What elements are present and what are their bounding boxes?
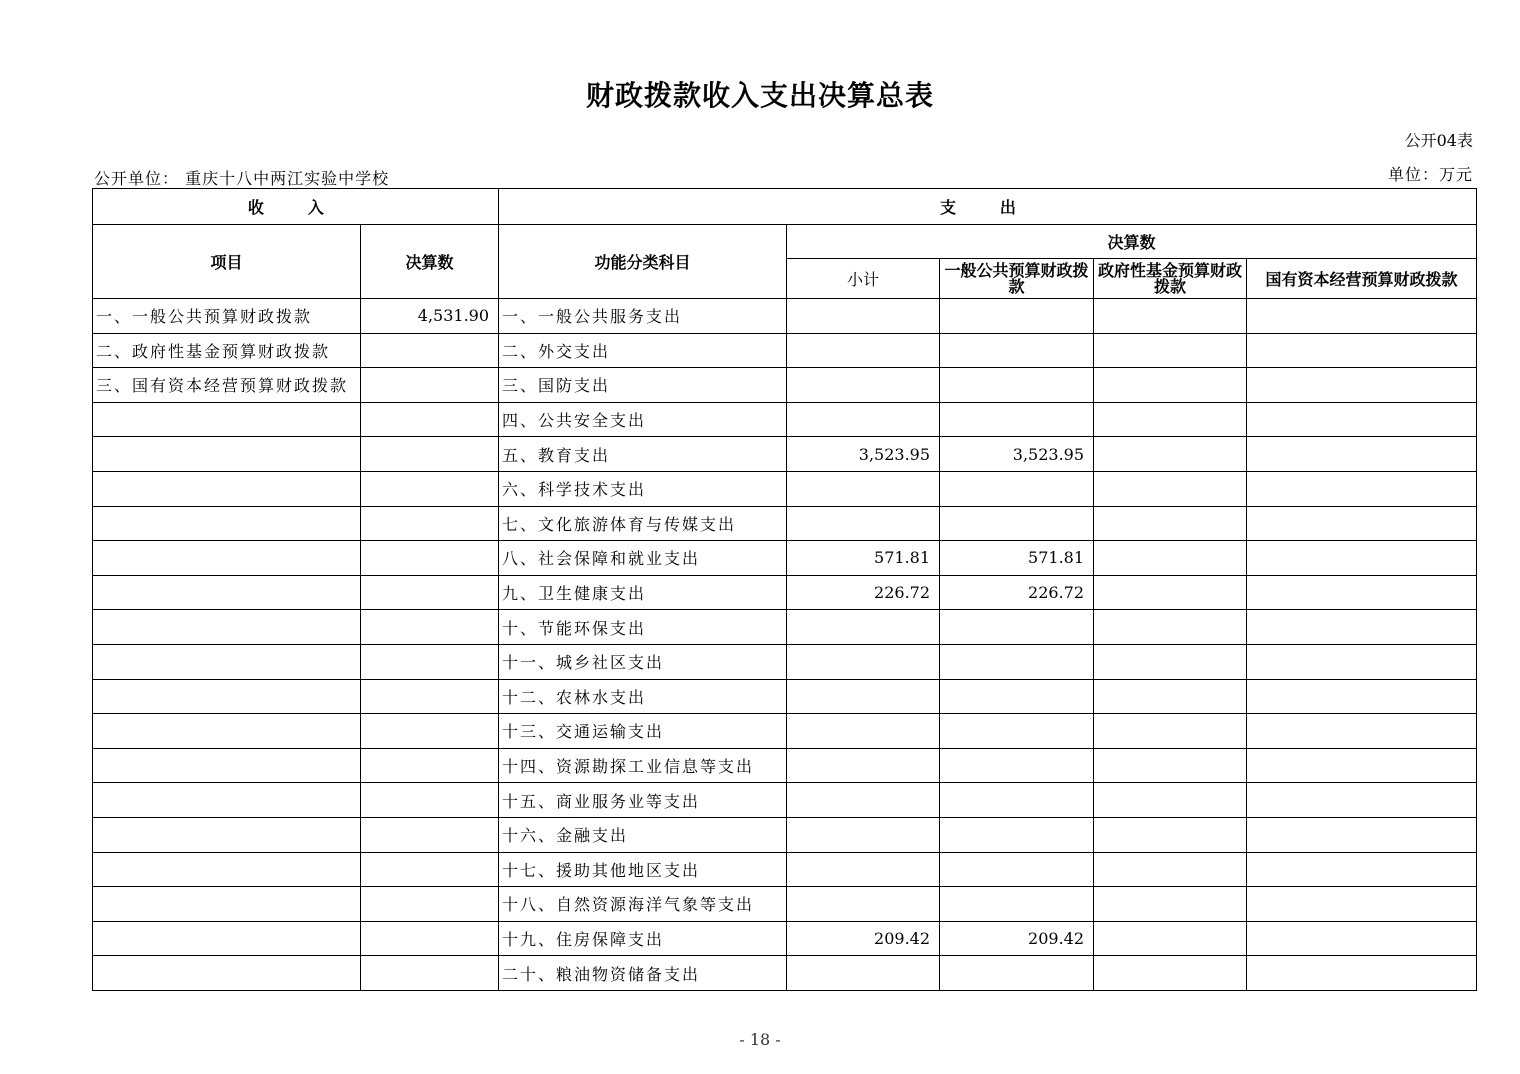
subtotal-cell xyxy=(787,748,940,783)
subtotal-cell xyxy=(787,817,940,852)
table-row xyxy=(93,817,1477,852)
general-budget-cell xyxy=(940,852,1094,887)
income-amount-cell xyxy=(361,644,499,679)
general-budget-cell xyxy=(940,368,1094,403)
income-amount-cell xyxy=(361,402,499,437)
final-accounts-table xyxy=(92,188,1477,991)
state-capital-cell xyxy=(1247,783,1477,818)
income-item-cell xyxy=(93,644,361,679)
state-capital-cell xyxy=(1247,679,1477,714)
general-budget-cell xyxy=(940,299,1094,334)
page-title: 财政拨款收入支出决算总表 xyxy=(585,79,934,112)
state-capital-cell xyxy=(1247,333,1477,368)
state-capital-cell xyxy=(1247,402,1477,437)
general-budget-cell xyxy=(940,887,1094,922)
table-row xyxy=(93,714,1477,749)
general-budget-cell: 226.72 xyxy=(940,575,1094,610)
general-budget-cell xyxy=(940,644,1094,679)
income-item-cell xyxy=(93,471,361,506)
income-item-cell xyxy=(93,402,361,437)
income-item-cell xyxy=(93,783,361,818)
state-capital-cell xyxy=(1247,714,1477,749)
table-row xyxy=(93,679,1477,714)
expenditure-header: 支 出 xyxy=(499,189,1477,225)
page-number: - 18 - xyxy=(739,1030,781,1049)
income-item-cell xyxy=(93,921,361,956)
subtotal-cell xyxy=(787,887,940,922)
income-amount-cell xyxy=(361,679,499,714)
state-capital-cell xyxy=(1247,887,1477,922)
general-budget-cell xyxy=(940,956,1094,991)
income-amount-cell: 4,531.90 xyxy=(361,299,499,334)
category-cell: 十五、商业服务业等支出 xyxy=(499,783,787,818)
income-amount-cell xyxy=(361,714,499,749)
income-amount-cell xyxy=(361,887,499,922)
table-row xyxy=(93,783,1477,818)
income-item-cell xyxy=(93,956,361,991)
category-cell: 十六、金融支出 xyxy=(499,817,787,852)
category-cell: 十一、城乡社区支出 xyxy=(499,644,787,679)
currency-unit: 单位：万元 xyxy=(1387,165,1473,184)
income-item-cell: 二、政府性基金预算财政拨款 xyxy=(93,333,361,368)
subtotal-cell xyxy=(787,368,940,403)
subtotal-cell xyxy=(787,333,940,368)
gov-fund-cell xyxy=(1094,714,1247,749)
subtotal-cell xyxy=(787,783,940,818)
income-item-cell xyxy=(93,887,361,922)
gov-fund-cell xyxy=(1094,887,1247,922)
general-budget-cell xyxy=(940,783,1094,818)
category-cell: 二十、粮油物资储备支出 xyxy=(499,956,787,991)
state-capital-cell xyxy=(1247,748,1477,783)
subtotal-cell xyxy=(787,471,940,506)
function-category-header: 功能分类科目 xyxy=(499,225,787,299)
income-item-cell xyxy=(93,610,361,645)
reporting-unit: 公开单位： 重庆十八中两江实验中学校 xyxy=(94,169,390,188)
state-capital-cell xyxy=(1247,610,1477,645)
category-cell: 十二、农林水支出 xyxy=(499,679,787,714)
gov-fund-cell xyxy=(1094,575,1247,610)
general-budget-cell xyxy=(940,333,1094,368)
state-capital-header: 国有资本经营预算财政拨款 xyxy=(1247,259,1477,299)
income-item-cell xyxy=(93,437,361,472)
subtotal-cell xyxy=(787,644,940,679)
form-number: 公开04表 xyxy=(1404,131,1473,150)
table-row xyxy=(93,610,1477,645)
general-budget-cell xyxy=(940,714,1094,749)
category-cell: 十、节能环保支出 xyxy=(499,610,787,645)
general-budget-header: 一般公共预算财政拨款 xyxy=(940,259,1094,299)
table-row xyxy=(93,956,1477,991)
table-row xyxy=(93,368,1477,403)
subtotal-cell xyxy=(787,299,940,334)
income-item-cell xyxy=(93,817,361,852)
subtotal-cell: 571.81 xyxy=(787,541,940,576)
state-capital-cell xyxy=(1247,575,1477,610)
income-amount-header: 决算数 xyxy=(361,225,499,299)
table-row xyxy=(93,887,1477,922)
income-amount-cell xyxy=(361,471,499,506)
table-row xyxy=(93,402,1477,437)
general-budget-cell: 209.42 xyxy=(940,921,1094,956)
state-capital-cell xyxy=(1247,437,1477,472)
income-amount-cell xyxy=(361,368,499,403)
table-row xyxy=(93,748,1477,783)
income-amount-cell xyxy=(361,610,499,645)
table-row xyxy=(93,437,1477,472)
income-item-cell xyxy=(93,748,361,783)
category-cell: 一、一般公共服务支出 xyxy=(499,299,787,334)
category-cell: 十九、住房保障支出 xyxy=(499,921,787,956)
category-cell: 八、社会保障和就业支出 xyxy=(499,541,787,576)
table-row xyxy=(93,506,1477,541)
table-row xyxy=(93,921,1477,956)
income-item-cell xyxy=(93,506,361,541)
general-budget-cell xyxy=(940,748,1094,783)
item-header: 项目 xyxy=(93,225,361,299)
gov-fund-cell xyxy=(1094,644,1247,679)
state-capital-cell xyxy=(1247,541,1477,576)
income-amount-cell xyxy=(361,783,499,818)
income-header: 收 入 xyxy=(93,189,499,225)
gov-fund-cell xyxy=(1094,610,1247,645)
income-amount-cell xyxy=(361,817,499,852)
category-cell: 十三、交通运输支出 xyxy=(499,714,787,749)
gov-fund-cell xyxy=(1094,368,1247,403)
general-budget-cell xyxy=(940,610,1094,645)
category-cell: 二、外交支出 xyxy=(499,333,787,368)
gov-fund-cell xyxy=(1094,956,1247,991)
income-amount-cell xyxy=(361,921,499,956)
subtotal-cell: 209.42 xyxy=(787,921,940,956)
state-capital-cell xyxy=(1247,817,1477,852)
subtotal-cell xyxy=(787,402,940,437)
income-amount-cell xyxy=(361,748,499,783)
state-capital-cell xyxy=(1247,506,1477,541)
income-item-cell xyxy=(93,714,361,749)
gov-fund-cell xyxy=(1094,299,1247,334)
table-row xyxy=(93,333,1477,368)
general-budget-cell xyxy=(940,679,1094,714)
table-row xyxy=(93,471,1477,506)
general-budget-cell: 571.81 xyxy=(940,541,1094,576)
state-capital-cell xyxy=(1247,956,1477,991)
general-budget-cell xyxy=(940,817,1094,852)
subtotal-cell xyxy=(787,679,940,714)
category-cell: 四、公共安全支出 xyxy=(499,402,787,437)
subtotal-cell: 3,523.95 xyxy=(787,437,940,472)
table-row xyxy=(93,541,1477,576)
income-item-cell: 一、一般公共预算财政拨款 xyxy=(93,299,361,334)
gov-fund-cell xyxy=(1094,783,1247,818)
income-amount-cell xyxy=(361,506,499,541)
income-amount-cell xyxy=(361,541,499,576)
gov-fund-cell xyxy=(1094,437,1247,472)
income-amount-cell xyxy=(361,852,499,887)
category-cell: 十八、自然资源海洋气象等支出 xyxy=(499,887,787,922)
table-row xyxy=(93,852,1477,887)
general-budget-cell: 3,523.95 xyxy=(940,437,1094,472)
gov-fund-cell xyxy=(1094,679,1247,714)
category-cell: 三、国防支出 xyxy=(499,368,787,403)
subtotal-cell xyxy=(787,610,940,645)
gov-fund-cell xyxy=(1094,852,1247,887)
category-cell: 六、科学技术支出 xyxy=(499,471,787,506)
subtotal-cell xyxy=(787,506,940,541)
state-capital-cell xyxy=(1247,471,1477,506)
category-cell: 五、教育支出 xyxy=(499,437,787,472)
state-capital-cell xyxy=(1247,368,1477,403)
subtotal-cell: 226.72 xyxy=(787,575,940,610)
gov-fund-cell xyxy=(1094,471,1247,506)
final-amount-group-header: 决算数 xyxy=(787,225,1477,259)
state-capital-cell xyxy=(1247,299,1477,334)
gov-fund-cell xyxy=(1094,402,1247,437)
subtotal-cell xyxy=(787,956,940,991)
gov-fund-header: 政府性基金预算财政拨款 xyxy=(1094,259,1247,299)
income-amount-cell xyxy=(361,437,499,472)
general-budget-cell xyxy=(940,471,1094,506)
subtotal-header: 小计 xyxy=(787,259,940,299)
income-item-cell xyxy=(93,575,361,610)
gov-fund-cell xyxy=(1094,748,1247,783)
subtotal-cell xyxy=(787,714,940,749)
state-capital-cell xyxy=(1247,921,1477,956)
state-capital-cell xyxy=(1247,644,1477,679)
income-item-cell xyxy=(93,852,361,887)
table-row xyxy=(93,575,1477,610)
income-item-cell xyxy=(93,541,361,576)
category-cell: 九、卫生健康支出 xyxy=(499,575,787,610)
table-row xyxy=(93,644,1477,679)
gov-fund-cell xyxy=(1094,921,1247,956)
income-item-cell xyxy=(93,679,361,714)
state-capital-cell xyxy=(1247,852,1477,887)
income-amount-cell xyxy=(361,333,499,368)
general-budget-cell xyxy=(940,506,1094,541)
table-row xyxy=(93,299,1477,334)
category-cell: 十七、援助其他地区支出 xyxy=(499,852,787,887)
income-amount-cell xyxy=(361,575,499,610)
income-item-cell: 三、国有资本经营预算财政拨款 xyxy=(93,368,361,403)
gov-fund-cell xyxy=(1094,817,1247,852)
general-budget-cell xyxy=(940,402,1094,437)
gov-fund-cell xyxy=(1094,333,1247,368)
category-cell: 七、文化旅游体育与传媒支出 xyxy=(499,506,787,541)
gov-fund-cell xyxy=(1094,541,1247,576)
table-body xyxy=(93,299,1477,991)
subtotal-cell xyxy=(787,852,940,887)
income-amount-cell xyxy=(361,956,499,991)
gov-fund-cell xyxy=(1094,506,1247,541)
category-cell: 十四、资源勘探工业信息等支出 xyxy=(499,748,787,783)
